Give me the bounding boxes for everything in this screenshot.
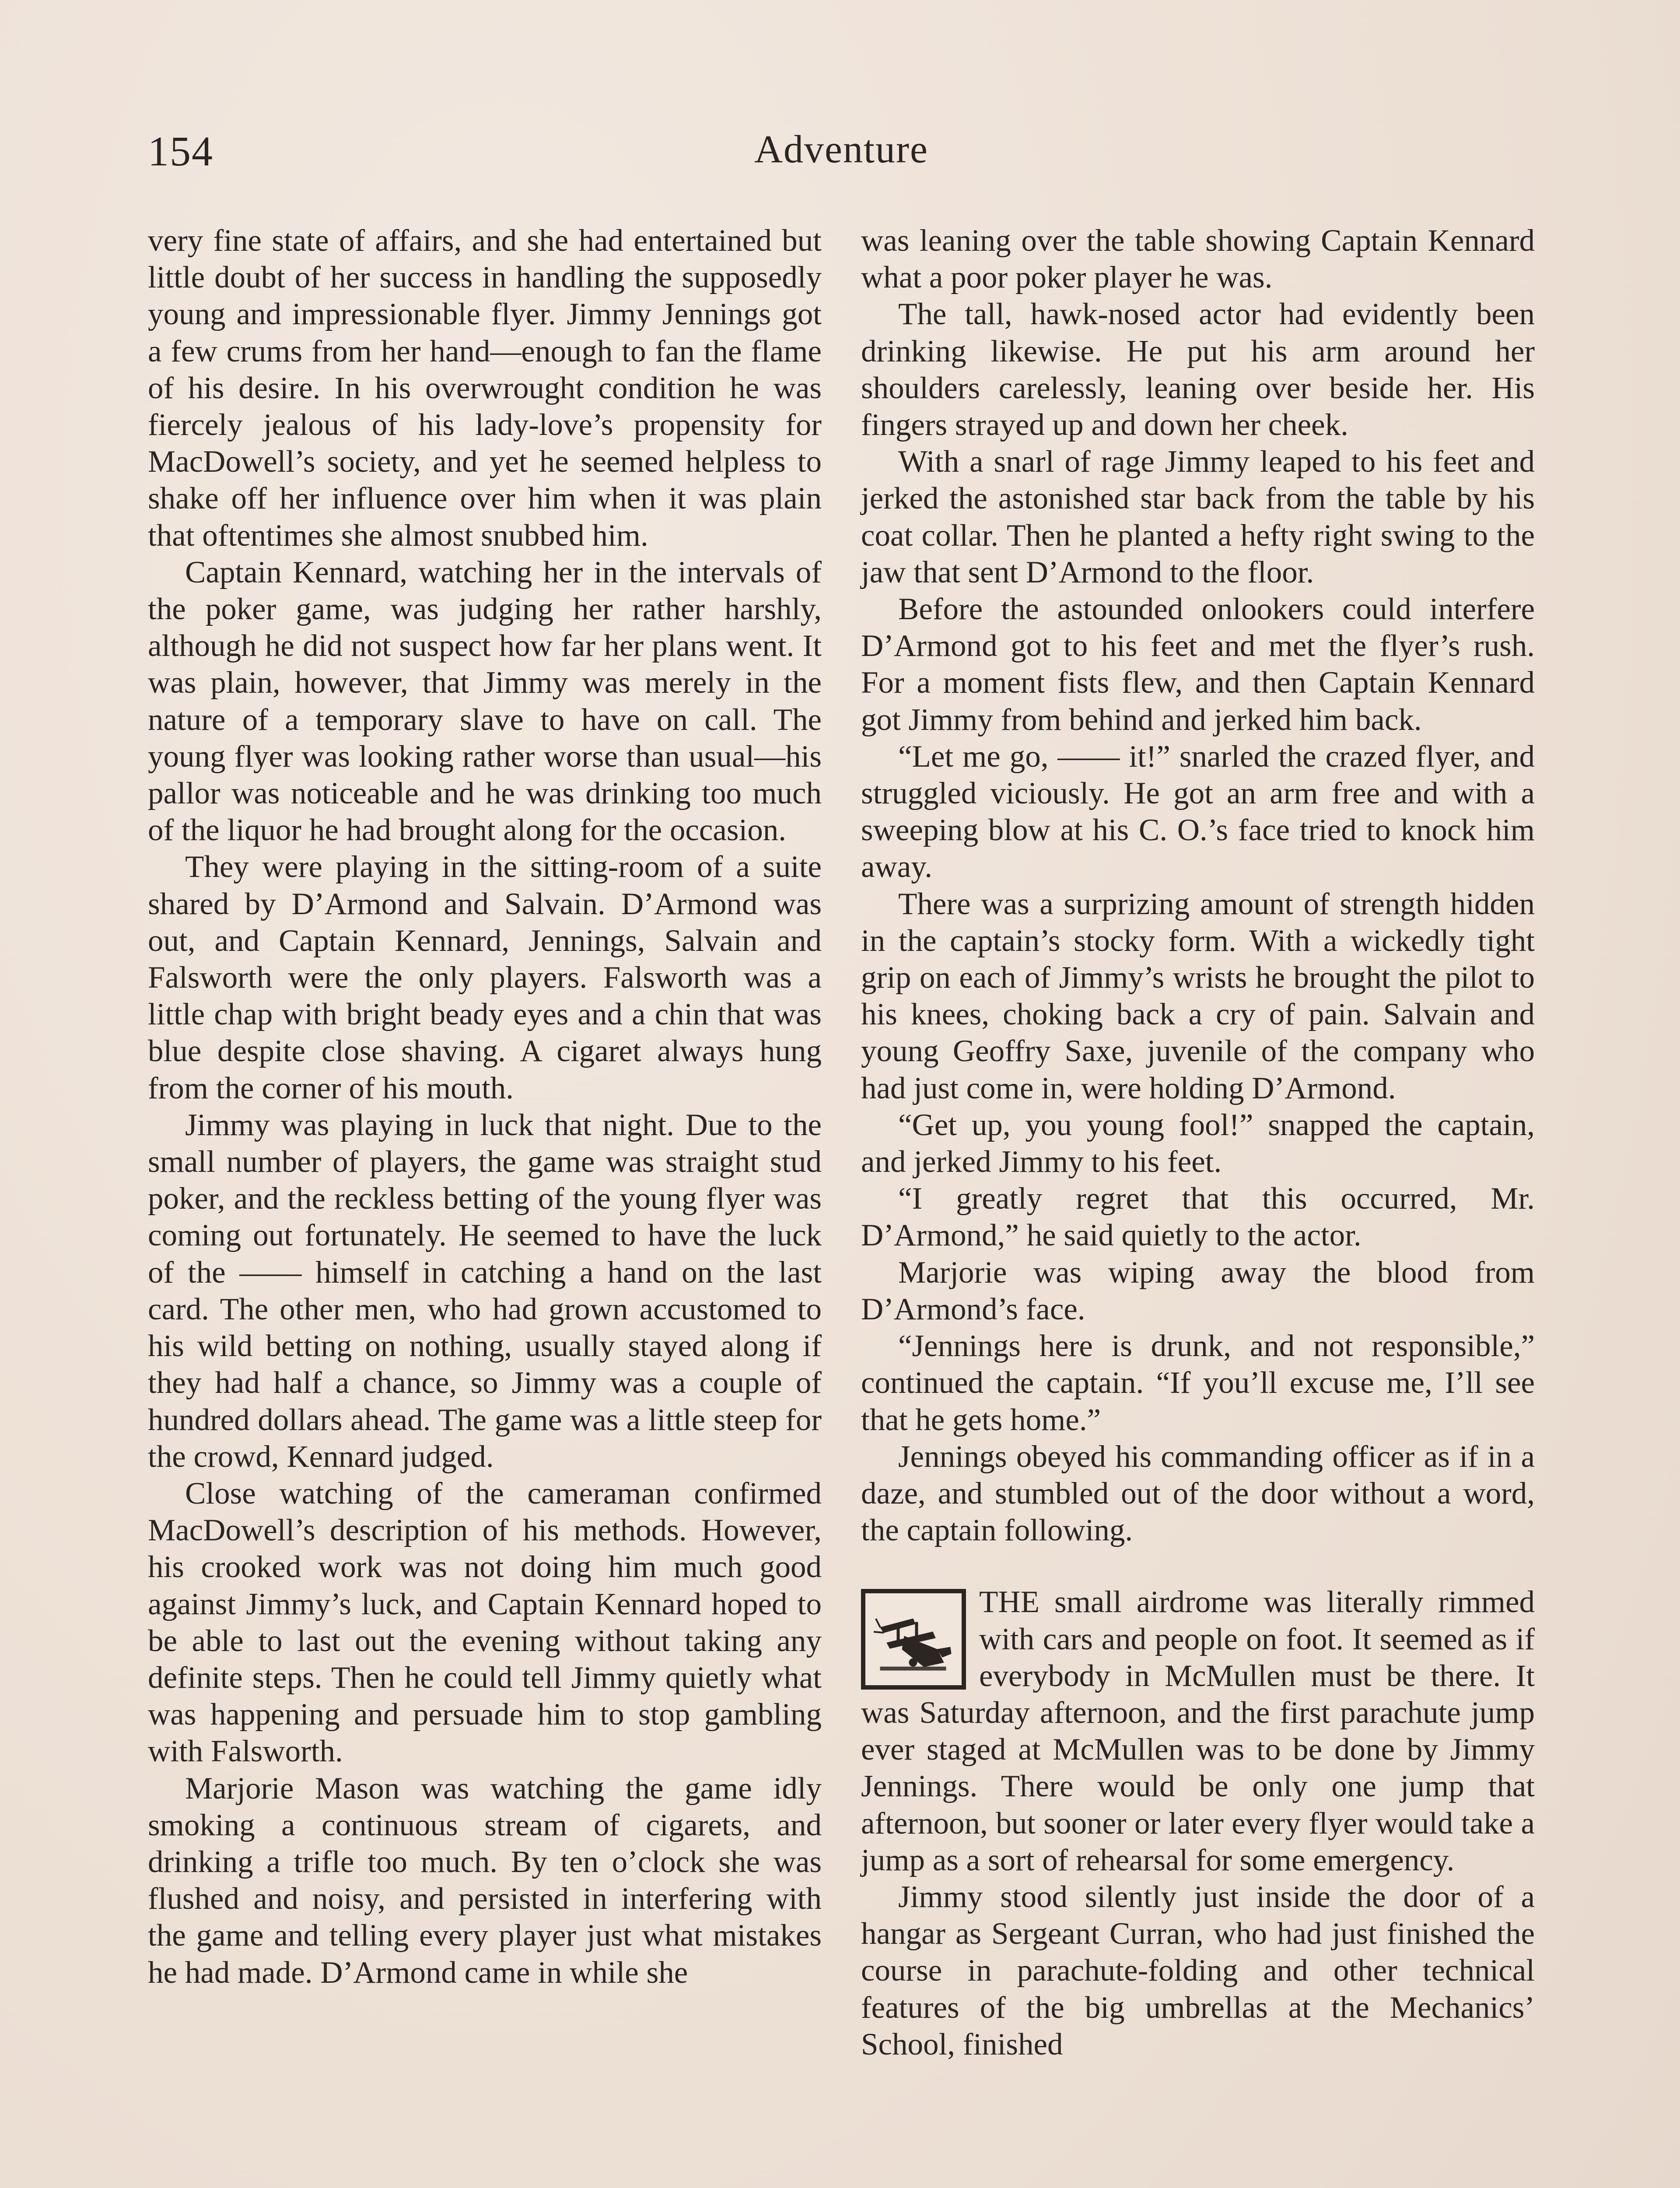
paragraph: “Jennings here is drunk, and not responsible,” continued the captain. “If you’ll excuse me, I’ll see that he gets home.” <box>861 1329 1535 1437</box>
page-number: 154 <box>148 128 214 175</box>
paragraph: “Let me go, —— it!” snarled the crazed flyer, and struggled viciously. He got an arm free and with a sweeping blow at his C. O.’s face tried to knock him away. <box>861 739 1535 884</box>
paragraph: Marjorie was wiping away the blood from D’Armond’s face. <box>861 1255 1535 1326</box>
paragraph: Jimmy stood silently just inside the door of a hangar as Sergeant Curran, who had just finished the course in parachute-folding and other technical features of the big umbrellas at the Mechanics’ School, finished <box>861 1879 1535 2062</box>
paragraph: “Get up, you young fool!” snapped the captain, and jerked Jimmy to his feet. <box>861 1108 1535 1179</box>
paragraph: Captain Kennard, watching her in the intervals of the poker game, was judging her rather harshly, although he did not suspect how far her plans went. It was plain, however, that Jimmy was merely in the nature of a temporary slave to have on call. The young flyer was looking rather worse than usual—his pallor was noticeable and he was drinking too much of the liquor he had brought along for the occasion. <box>148 555 822 848</box>
right-column <box>861 222 1535 2063</box>
paragraph: With a snarl of rage Jimmy leaped to his feet and jerked the astonished star back from the table by his coat collar. Then he planted a hefty right swing to the jaw that sent D’Armond to the floor. <box>861 445 1535 589</box>
paragraph: They were playing in the sitting-room of a suite shared by D’Armond and Salvain. D’Armond was out, and Captain Kennard, Jennings, Salvain and Falsworth were the only players. Falsworth was a little chap with bright beady eyes and a chin that was blue despite close shaving. A cigaret always hung from the corner of his mouth. <box>148 850 822 1105</box>
left-column <box>148 222 822 1991</box>
paragraph: very fine state of affairs, and she had entertained but little doubt of her success in handling the supposedly young and impressionable flyer. Jimmy Jennings got a few crums from her hand—enough to fan the flame of his desire. In his overwrought condition he was fiercely jealous of his lady-love’s propensity for MacDowell’s society, and yet he seemed helpless to shake off her influence over him when it was plain that oftentimes she almost snubbed him. <box>148 224 822 553</box>
biplane-crash-icon-drawing <box>872 1601 955 1678</box>
paragraph: Marjorie Mason was watching the game idly smoking a continuous stream of cigarets, and drinking a trifle too much. By ten o’clock she was flushed and noisy, and persisted in interfering with the game and telling every player just what mistakes he had made. D’Armond came in while she <box>148 1771 822 1990</box>
paragraph: was leaning over the table showing Captain Kennard what a poor poker player he was. <box>861 224 1535 295</box>
running-title: Adventure <box>754 128 928 171</box>
paragraph: Before the astounded onlookers could interfere D’Armond got to his feet and met the flyer’s rush. For a moment fists flew, and then Captain Kennard got Jimmy from behind and jerked him back. <box>861 592 1535 737</box>
page-header <box>148 127 1535 184</box>
biplane-crash-icon <box>861 1589 966 1690</box>
paragraph: Jimmy was playing in luck that night. Due to the small number of players, the game was straight stud poker, and the reckless betting of the young flyer was coming out fortunately. He seemed to have the luck of the —— himself in catching a hand on the last card. The other men, who had grown accustomed to his wild betting on nothing, usually stayed along if they had half a chance, so Jimmy was a couple of hundred dollars ahead. The game was a little steep for the crowd, Kennard judged. <box>148 1108 822 1474</box>
section-gap <box>861 1549 1535 1584</box>
paragraph: The tall, hawk-nosed actor had evidently been drinking likewise. He put his arm around her shoulders carelessly, leaning over beside her. His fingers strayed up and down her cheek. <box>861 297 1535 442</box>
paragraph: Jennings obeyed his commanding officer as if in a daze, and stumbled out of the door without a word, the captain following. <box>861 1439 1535 1548</box>
paragraph: There was a surprizing amount of strength hidden in the captain’s stocky form. With a wickedly tight grip on each of Jimmy’s wrists he brought the pilot to his knees, choking back a cry of pain. Salvain and young Geoffry Saxe, juvenile of the company who had just come in, were holding D’Armond. <box>861 887 1535 1105</box>
paragraph: Close watching of the cameraman confirmed MacDowell’s description of his methods. However, his crooked work was not doing him much good against Jimmy’s luck, and Captain Kennard hoped to be able to last out the evening without taking any definite steps. Then he could tell Jimmy quietly what was happening and persuade him to stop gambling with Falsworth. <box>148 1476 822 1769</box>
paragraph: “I greatly regret that this occurred, Mr. D’Armond,” he said quietly to the actor. <box>861 1182 1535 1253</box>
section-opening-paragraph: THE small airdrome was literally rimmed with cars and people on foot. It seemed as if everybody in McMullen must be there. It was Saturday afternoon, and the first parachute jump ever staged at McMullen was to be done by Jimmy Jennings. There would be only one jump that afternoon, but sooner or later every flyer would take a jump as a sort of rehearsal for some emergency. <box>861 1585 1535 1877</box>
